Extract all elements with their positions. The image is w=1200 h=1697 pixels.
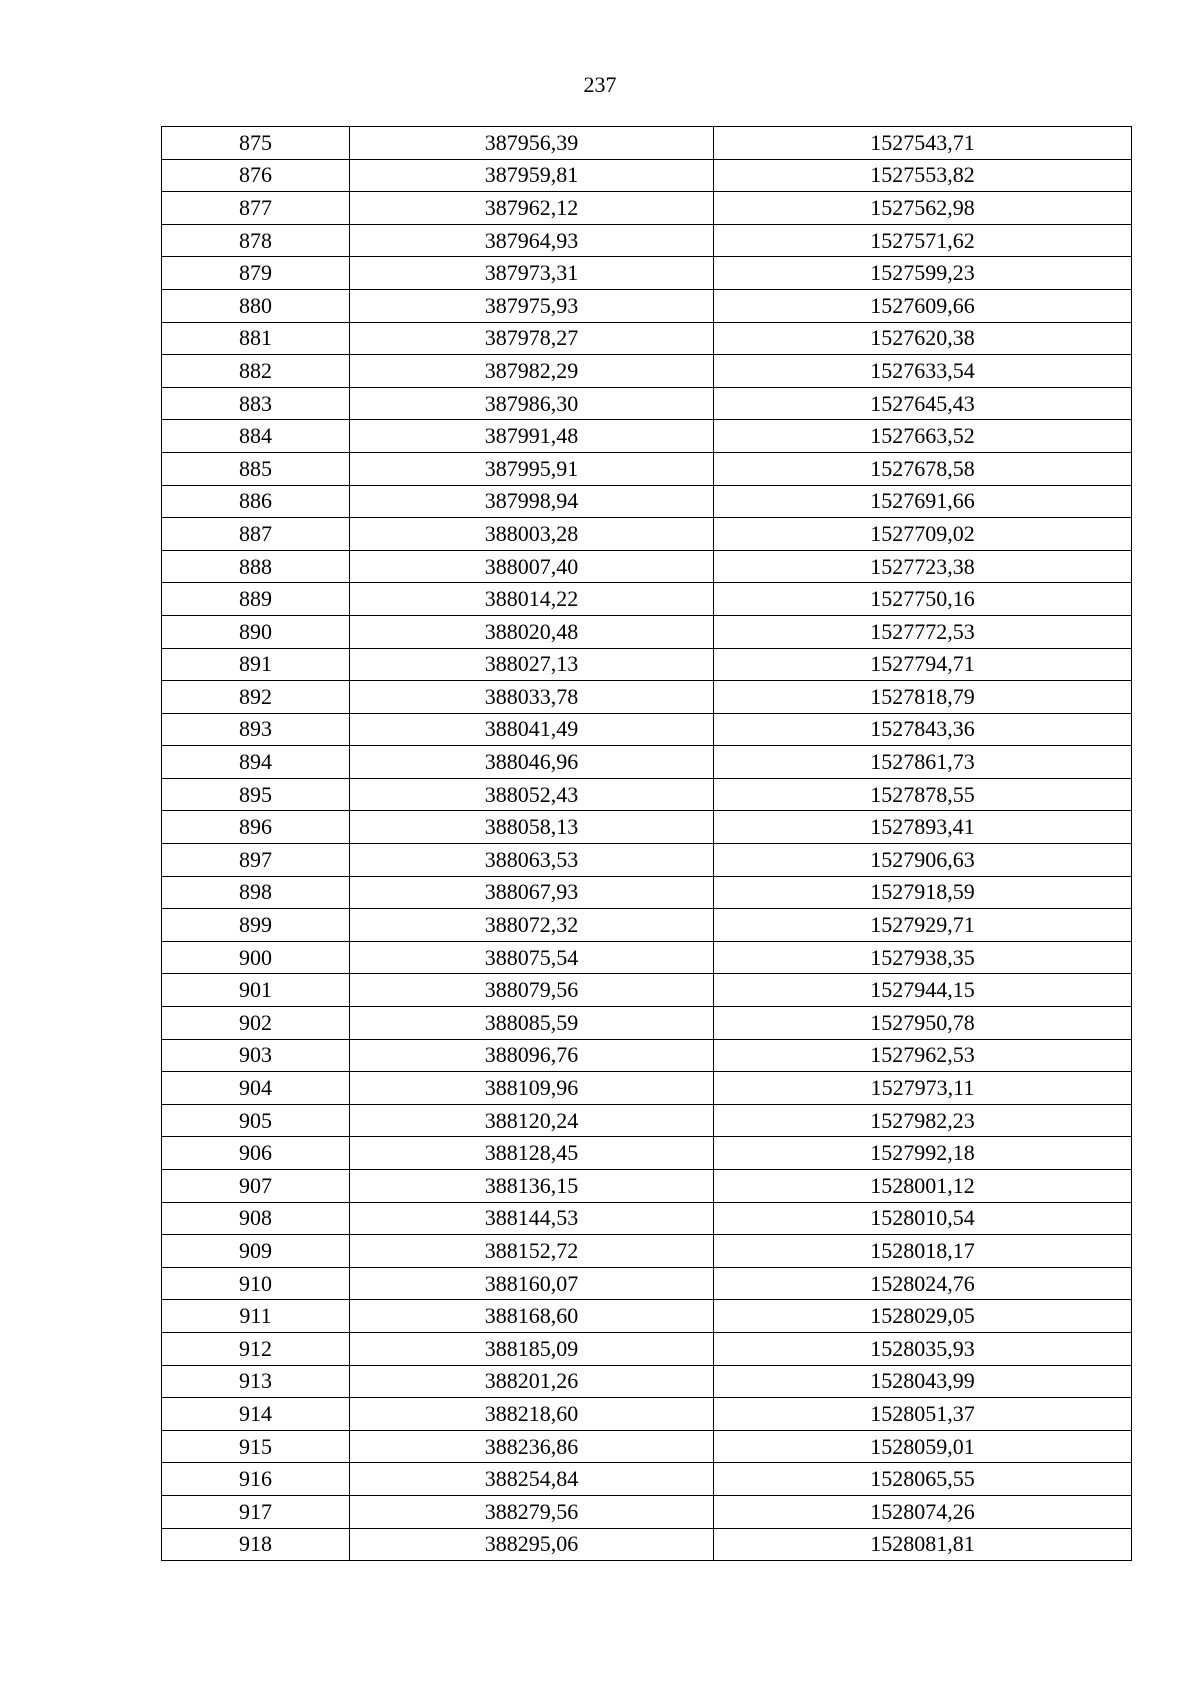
x-coordinate-cell: 388014,22: [350, 583, 714, 616]
coordinates-table: [161, 126, 1132, 1561]
y-coordinate-cell: 1527645,43: [714, 387, 1132, 420]
point-number-cell: 893: [162, 713, 350, 746]
point-number-cell: 899: [162, 909, 350, 942]
y-coordinate-cell: 1527678,58: [714, 452, 1132, 485]
x-coordinate-cell: 388075,54: [350, 941, 714, 974]
x-coordinate-cell: 388168,60: [350, 1300, 714, 1333]
point-number-cell: 889: [162, 583, 350, 616]
x-coordinate-cell: 388152,72: [350, 1235, 714, 1268]
table-row: [162, 1528, 1132, 1561]
point-number-cell: 876: [162, 159, 350, 192]
point-number-cell: 901: [162, 974, 350, 1007]
table-row: [162, 909, 1132, 942]
x-coordinate-cell: 388003,28: [350, 518, 714, 551]
y-coordinate-cell: 1527633,54: [714, 355, 1132, 388]
point-number-cell: 904: [162, 1072, 350, 1105]
table-row: [162, 1463, 1132, 1496]
point-number-cell: 906: [162, 1137, 350, 1170]
table-row: [162, 974, 1132, 1007]
y-coordinate-cell: 1527992,18: [714, 1137, 1132, 1170]
point-number-cell: 903: [162, 1039, 350, 1072]
x-coordinate-cell: 388072,32: [350, 909, 714, 942]
y-coordinate-cell: 1528059,01: [714, 1430, 1132, 1463]
x-coordinate-cell: 388046,96: [350, 746, 714, 779]
table-row: [162, 713, 1132, 746]
table-row: [162, 452, 1132, 485]
point-number-cell: 917: [162, 1495, 350, 1528]
x-coordinate-cell: 388160,07: [350, 1267, 714, 1300]
x-coordinate-cell: 388085,59: [350, 1007, 714, 1040]
y-coordinate-cell: 1527944,15: [714, 974, 1132, 1007]
table-row: [162, 1332, 1132, 1365]
table-row: [162, 844, 1132, 877]
y-coordinate-cell: 1527750,16: [714, 583, 1132, 616]
table-row: [162, 1039, 1132, 1072]
table-row: [162, 355, 1132, 388]
point-number-cell: 913: [162, 1365, 350, 1398]
y-coordinate-cell: 1528081,81: [714, 1528, 1132, 1561]
table-row: [162, 420, 1132, 453]
table-row: [162, 1202, 1132, 1235]
point-number-cell: 882: [162, 355, 350, 388]
y-coordinate-cell: 1527562,98: [714, 192, 1132, 225]
y-coordinate-cell: 1528029,05: [714, 1300, 1132, 1333]
x-coordinate-cell: 387978,27: [350, 322, 714, 355]
y-coordinate-cell: 1527709,02: [714, 518, 1132, 551]
x-coordinate-cell: 388295,06: [350, 1528, 714, 1561]
point-number-cell: 912: [162, 1332, 350, 1365]
x-coordinate-cell: 388136,15: [350, 1170, 714, 1203]
y-coordinate-cell: 1527663,52: [714, 420, 1132, 453]
y-coordinate-cell: 1527878,55: [714, 778, 1132, 811]
x-coordinate-cell: 387962,12: [350, 192, 714, 225]
point-number-cell: 902: [162, 1007, 350, 1040]
y-coordinate-cell: 1528001,12: [714, 1170, 1132, 1203]
y-coordinate-cell: 1527843,36: [714, 713, 1132, 746]
point-number-cell: 886: [162, 485, 350, 518]
x-coordinate-cell: 387995,91: [350, 452, 714, 485]
y-coordinate-cell: 1527553,82: [714, 159, 1132, 192]
y-coordinate-cell: 1527893,41: [714, 811, 1132, 844]
x-coordinate-cell: 388096,76: [350, 1039, 714, 1072]
table-row: [162, 257, 1132, 290]
y-coordinate-cell: 1527818,79: [714, 681, 1132, 714]
point-number-cell: 907: [162, 1170, 350, 1203]
point-number-cell: 895: [162, 778, 350, 811]
x-coordinate-cell: 388128,45: [350, 1137, 714, 1170]
x-coordinate-cell: 387959,81: [350, 159, 714, 192]
x-coordinate-cell: 388027,13: [350, 648, 714, 681]
point-number-cell: 894: [162, 746, 350, 779]
y-coordinate-cell: 1527599,23: [714, 257, 1132, 290]
x-coordinate-cell: 388063,53: [350, 844, 714, 877]
table-row: [162, 159, 1132, 192]
table-row: [162, 778, 1132, 811]
y-coordinate-cell: 1527543,71: [714, 127, 1132, 160]
table-row: [162, 322, 1132, 355]
table-row: [162, 387, 1132, 420]
point-number-cell: 877: [162, 192, 350, 225]
point-number-cell: 883: [162, 387, 350, 420]
y-coordinate-cell: 1528065,55: [714, 1463, 1132, 1496]
point-number-cell: 875: [162, 127, 350, 160]
table-row: [162, 224, 1132, 257]
x-coordinate-cell: 388020,48: [350, 615, 714, 648]
point-number-cell: 911: [162, 1300, 350, 1333]
table-row: [162, 1104, 1132, 1137]
point-number-cell: 918: [162, 1528, 350, 1561]
x-coordinate-cell: 387973,31: [350, 257, 714, 290]
point-number-cell: 896: [162, 811, 350, 844]
point-number-cell: 916: [162, 1463, 350, 1496]
y-coordinate-cell: 1528024,76: [714, 1267, 1132, 1300]
x-coordinate-cell: 388185,09: [350, 1332, 714, 1365]
x-coordinate-cell: 388052,43: [350, 778, 714, 811]
y-coordinate-cell: 1527794,71: [714, 648, 1132, 681]
x-coordinate-cell: 387964,93: [350, 224, 714, 257]
y-coordinate-cell: 1527973,11: [714, 1072, 1132, 1105]
y-coordinate-cell: 1528018,17: [714, 1235, 1132, 1268]
point-number-cell: 887: [162, 518, 350, 551]
table-row: [162, 1430, 1132, 1463]
x-coordinate-cell: 388236,86: [350, 1430, 714, 1463]
y-coordinate-cell: 1527609,66: [714, 289, 1132, 322]
x-coordinate-cell: 388279,56: [350, 1495, 714, 1528]
table-row: [162, 1170, 1132, 1203]
point-number-cell: 879: [162, 257, 350, 290]
y-coordinate-cell: 1527620,38: [714, 322, 1132, 355]
table-row: [162, 1235, 1132, 1268]
table-row: [162, 127, 1132, 160]
y-coordinate-cell: 1527772,53: [714, 615, 1132, 648]
point-number-cell: 892: [162, 681, 350, 714]
x-coordinate-cell: 388041,49: [350, 713, 714, 746]
point-number-cell: 881: [162, 322, 350, 355]
table-row: [162, 1072, 1132, 1105]
y-coordinate-cell: 1528074,26: [714, 1495, 1132, 1528]
x-coordinate-cell: 388144,53: [350, 1202, 714, 1235]
y-coordinate-cell: 1527571,62: [714, 224, 1132, 257]
y-coordinate-cell: 1528010,54: [714, 1202, 1132, 1235]
point-number-cell: 884: [162, 420, 350, 453]
table-row: [162, 485, 1132, 518]
table-body: [162, 127, 1132, 1561]
page-number: 237: [583, 72, 617, 97]
x-coordinate-cell: 388109,96: [350, 1072, 714, 1105]
table-row: [162, 1267, 1132, 1300]
point-number-cell: 905: [162, 1104, 350, 1137]
x-coordinate-cell: 388254,84: [350, 1463, 714, 1496]
x-coordinate-cell: 387998,94: [350, 485, 714, 518]
table-row: [162, 615, 1132, 648]
x-coordinate-cell: 388067,93: [350, 876, 714, 909]
table-row: [162, 648, 1132, 681]
point-number-cell: 890: [162, 615, 350, 648]
point-number-cell: 891: [162, 648, 350, 681]
point-number-cell: 908: [162, 1202, 350, 1235]
y-coordinate-cell: 1528035,93: [714, 1332, 1132, 1365]
table-row: [162, 1007, 1132, 1040]
x-coordinate-cell: 388007,40: [350, 550, 714, 583]
y-coordinate-cell: 1527861,73: [714, 746, 1132, 779]
x-coordinate-cell: 388079,56: [350, 974, 714, 1007]
x-coordinate-cell: 388033,78: [350, 681, 714, 714]
y-coordinate-cell: 1527691,66: [714, 485, 1132, 518]
point-number-cell: 915: [162, 1430, 350, 1463]
y-coordinate-cell: 1527918,59: [714, 876, 1132, 909]
y-coordinate-cell: 1528043,99: [714, 1365, 1132, 1398]
point-number-cell: 880: [162, 289, 350, 322]
point-number-cell: 878: [162, 224, 350, 257]
table-row: [162, 550, 1132, 583]
y-coordinate-cell: 1527962,53: [714, 1039, 1132, 1072]
x-coordinate-cell: 388201,26: [350, 1365, 714, 1398]
table-row: [162, 876, 1132, 909]
x-coordinate-cell: 387956,39: [350, 127, 714, 160]
point-number-cell: 888: [162, 550, 350, 583]
x-coordinate-cell: 387982,29: [350, 355, 714, 388]
table-row: [162, 811, 1132, 844]
point-number-cell: 885: [162, 452, 350, 485]
table-row: [162, 746, 1132, 779]
y-coordinate-cell: 1527950,78: [714, 1007, 1132, 1040]
table-row: [162, 289, 1132, 322]
table-row: [162, 192, 1132, 225]
x-coordinate-cell: 388058,13: [350, 811, 714, 844]
x-coordinate-cell: 387986,30: [350, 387, 714, 420]
x-coordinate-cell: 388218,60: [350, 1398, 714, 1431]
table-row: [162, 681, 1132, 714]
point-number-cell: 910: [162, 1267, 350, 1300]
y-coordinate-cell: 1527982,23: [714, 1104, 1132, 1137]
table-row: [162, 1300, 1132, 1333]
table-row: [162, 1365, 1132, 1398]
table-row: [162, 1398, 1132, 1431]
point-number-cell: 898: [162, 876, 350, 909]
y-coordinate-cell: 1527906,63: [714, 844, 1132, 877]
table-row: [162, 1495, 1132, 1528]
y-coordinate-cell: 1527938,35: [714, 941, 1132, 974]
point-number-cell: 900: [162, 941, 350, 974]
y-coordinate-cell: 1527929,71: [714, 909, 1132, 942]
point-number-cell: 914: [162, 1398, 350, 1431]
x-coordinate-cell: 387975,93: [350, 289, 714, 322]
x-coordinate-cell: 387991,48: [350, 420, 714, 453]
y-coordinate-cell: 1527723,38: [714, 550, 1132, 583]
table-row: [162, 518, 1132, 551]
point-number-cell: 897: [162, 844, 350, 877]
point-number-cell: 909: [162, 1235, 350, 1268]
table-row: [162, 1137, 1132, 1170]
table-row: [162, 583, 1132, 616]
table-row: [162, 941, 1132, 974]
y-coordinate-cell: 1528051,37: [714, 1398, 1132, 1431]
x-coordinate-cell: 388120,24: [350, 1104, 714, 1137]
